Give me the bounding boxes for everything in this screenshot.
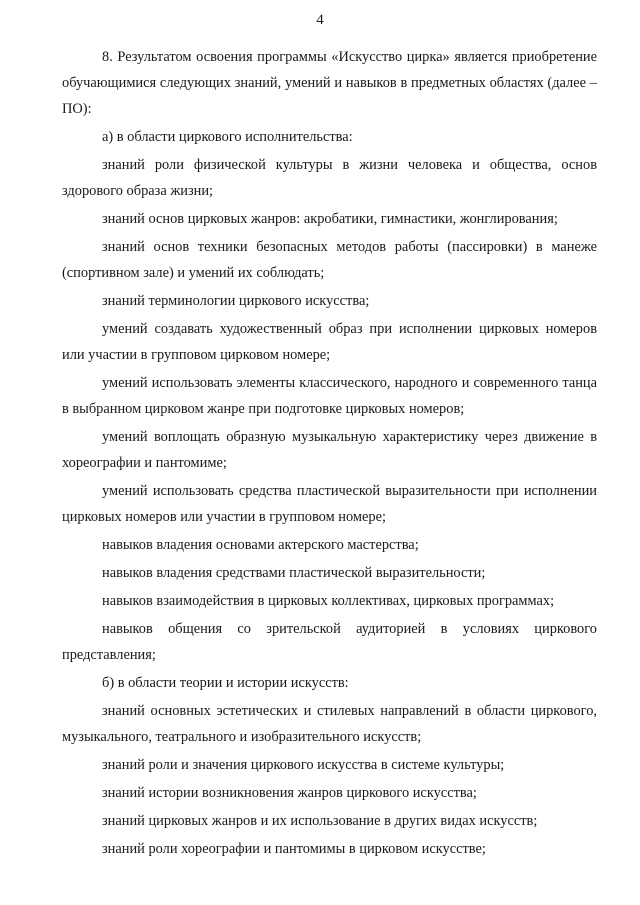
list-item: навыков владения средствами пластической выразительности; — [102, 565, 486, 581]
list-item: знаний терминологии циркового искусства; — [102, 293, 370, 309]
list-item: знаний роли и значения циркового искусства в системе культуры; — [102, 757, 505, 773]
list-item: знаний цирковых жанров и их использование в других видах искусств; — [102, 813, 538, 829]
document-body — [62, 44, 597, 864]
list-item: знаний основ техники безопасных методов работы (пассировки) в манеже (спортивном зале) и умений их соблюдать; — [62, 239, 597, 281]
list-item: умений использовать средства пластической выразительности при исполнении цирковых номеров или участии в групповом номере; — [62, 483, 597, 525]
section-heading-b: б) в области теории и истории искусств: — [102, 675, 349, 691]
list-item: умений создавать художественный образ при исполнении цирковых номеров или участии в групповом цирковом номере; — [62, 321, 597, 363]
list-item: умений использовать элементы классического, народного и современного танца в выбранном цирковом жанре при подготовке цирковых номеров; — [62, 375, 597, 417]
list-item: знаний роли хореографии и пантомимы в цирковом искусстве; — [102, 841, 486, 857]
section-heading-a: а) в области циркового исполнительства: — [102, 129, 353, 145]
list-item: знаний роли физической культуры в жизни человека и общества, основ здорового образа жизни; — [62, 157, 597, 199]
list-item: навыков взаимодействия в цирковых коллективах, цирковых программах; — [102, 593, 555, 609]
list-item: навыков владения основами актерского мастерства; — [102, 537, 419, 553]
list-item: знаний основ цирковых жанров: акробатики, гимнастики, жонглирования; — [102, 211, 558, 227]
list-item: умений воплощать образную музыкальную характеристику через движение в хореографии и пантомиме; — [62, 429, 597, 471]
list-item: знаний основных эстетических и стилевых направлений в области циркового, музыкального, театрального и изобразительного искусств; — [62, 703, 597, 745]
list-item: знаний истории возникновения жанров циркового искусства; — [102, 785, 477, 801]
paragraph-intro: 8. Результатом освоения программы «Искусство цирка» является приобретение обучающимися следующих знаний, умений и навыков в предметных областях (далее – ПО): — [62, 49, 597, 117]
list-item: навыков общения со зрительской аудиторией в условиях циркового представления; — [62, 621, 597, 663]
page-number: 4 — [316, 12, 324, 28]
